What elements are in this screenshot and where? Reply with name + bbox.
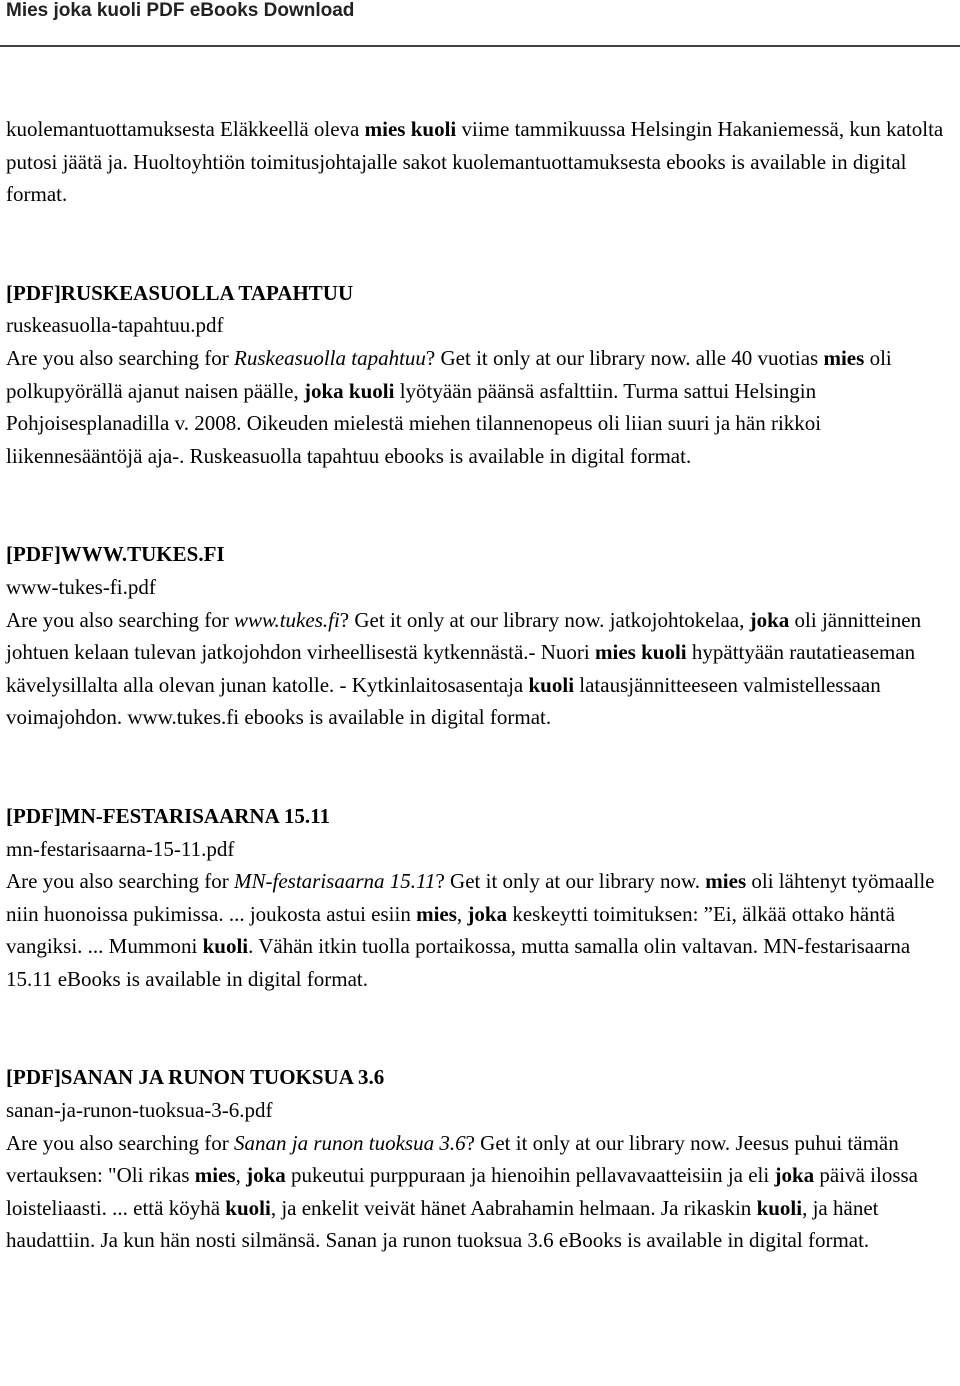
section-description: Are you also searching for MN-festarisaarna 15.11? Get it only at our library now. mies oli lähtenyt työmaalle niin huonoissa pukimissa. ... joukosta astui esiin mies, joka keskeytti toimituksen: ”Ei, älkää ottako häntä vangiksi. ... Mummoni kuoli. Vähän itkin tuolla portaikossa, mutta samalla olin valtavan. MN-festarisaarna 15.11 eBooks is available in digital format. — [6, 869, 935, 991]
result-section — [6, 277, 954, 473]
header-divider — [0, 45, 960, 47]
section-filename: www-tukes-fi.pdf — [6, 574, 156, 599]
section-heading: [PDF]RUSKEASUOLLA TAPAHTUU — [6, 280, 354, 305]
result-section — [6, 538, 954, 734]
section-heading: [PDF]MN-FESTARISAARNA 15.11 — [6, 803, 330, 828]
intro-paragraph: kuolemantuottamuksesta Eläkkeellä oleva mies kuoli viime tammikuussa Helsingin Hakaniemessä, kun katolta putosi jäätä ja. Huoltoyhtiön toimitusjohtajalle sakot kuolemantuottamuksesta ebooks is available in digital format. — [6, 117, 944, 207]
page-header — [0, 0, 960, 46]
result-section — [6, 800, 954, 996]
section-description: Are you also searching for www.tukes.fi? Get it only at our library now. jatkojohtokelaa, joka oli jännitteinen johtuen kelaan tulevan jatkojohdon virheellisestä kytkennästä.- Nuori mies kuoli hypättyään rautatieaseman kävelysillalta alla olevan junan katolle. - Kytkinlaitosasentaja kuoli latausjännitteeseen valmistellessaan voimajohdon. www.tukes.fi ebooks is available in digital format. — [6, 607, 922, 730]
page-title: Mies joka kuoli PDF eBooks Download — [6, 0, 355, 21]
section-filename: sanan-ja-runon-tuoksua-3-6.pdf — [6, 1098, 273, 1123]
result-section — [6, 1061, 954, 1257]
section-heading: [PDF]SANAN JA RUNON TUOKSUA 3.6 — [6, 1065, 385, 1090]
section-heading: [PDF]WWW.TUKES.FI — [6, 542, 225, 567]
section-filename: mn-festarisaarna-15-11.pdf — [6, 836, 235, 861]
section-description: Are you also searching for Ruskeasuolla tapahtuu? Get it only at our library now. alle 40 vuotias mies oli polkupyörällä ajanut naisen päälle, joka kuoli lyötyään päänsä asfalttiin. Turma sattui Helsingin Pohjoisesplanadilla v. 2008. Oikeuden mielestä miehen tilannenopeus oli liian suuri ja hän rikkoi liikennesääntöjä aja-. Ruskeasuolla tapahtuu ebooks is available in digital format. — [6, 345, 892, 468]
section-description: Are you also searching for Sanan ja runon tuoksua 3.6? Get it only at our library now. Jeesus puhui tämän vertauksen: "Oli rikas mies, joka pukeutui purppuraan ja hienoihin pellavavaatteisiin ja eli joka päivä ilossa loisteliaasti. ... että köyhä kuoli, ja enkelit veivät hänet Aabrahamin helmaan. Ja rikaskin kuoli, ja hänet haudattiin. Ja kun hän nosti silmänsä. Sanan ja runon tuoksua 3.6 eBooks is available in digital format. — [6, 1130, 918, 1253]
section-filename: ruskeasuolla-tapahtuu.pdf — [6, 313, 224, 338]
document-body — [6, 113, 954, 1257]
